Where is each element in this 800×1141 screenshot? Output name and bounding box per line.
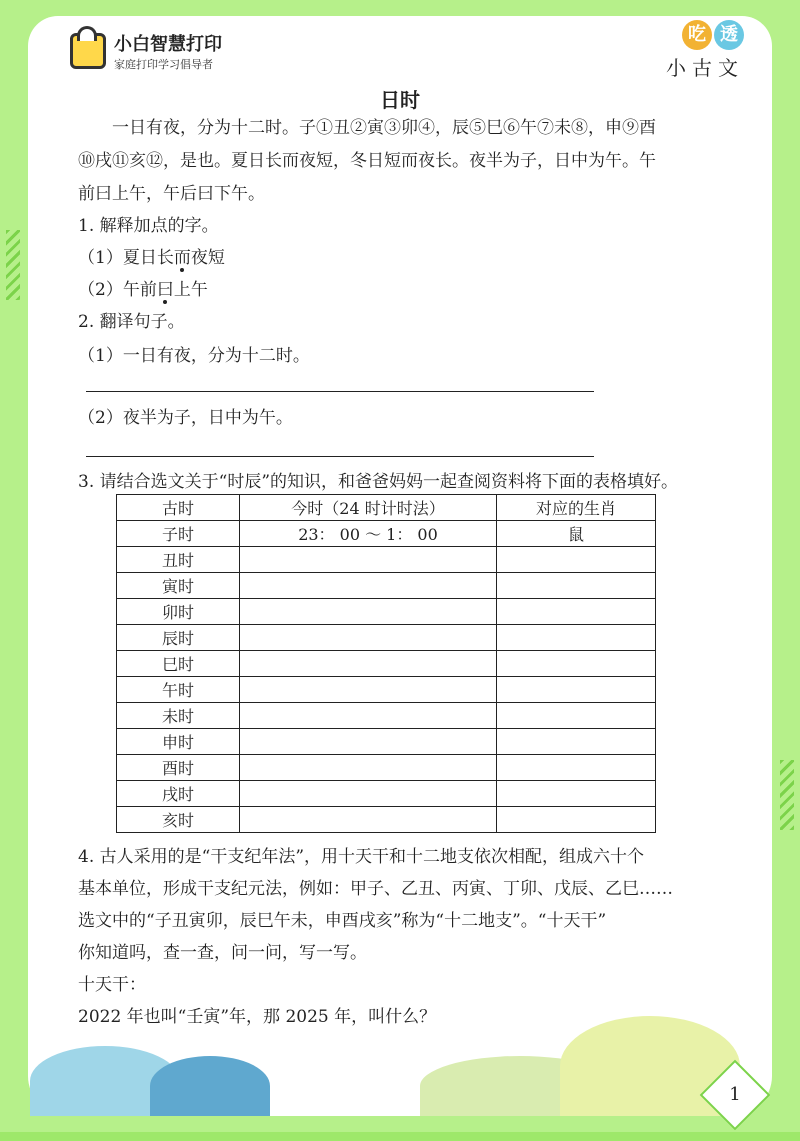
table-cell-zodiac[interactable]: [497, 599, 656, 625]
table-cell-time[interactable]: [240, 547, 497, 573]
table-cell-shichen: 未时: [117, 703, 240, 729]
table-cell-time[interactable]: [240, 755, 497, 781]
table-cell-time[interactable]: 23： 00 ～ 1： 00: [240, 521, 497, 547]
answer-line-1[interactable]: [86, 391, 594, 392]
brand-char-1: 吃: [682, 20, 712, 50]
table-row: [117, 807, 656, 833]
dotted-char: 曰: [156, 280, 174, 300]
brand-char-2: 透: [714, 20, 744, 50]
table-row: [117, 547, 656, 573]
passage-line-3: 前曰上午，午后曰下午。: [78, 184, 265, 204]
right-stripes-decor: [780, 760, 794, 830]
table-row: [117, 521, 656, 547]
table-cell-shichen: 午时: [117, 677, 240, 703]
question-4-line-1: 4. 古人采用的是“干支纪年法”，用十天干和十二地支依次相配，组成六十个: [78, 847, 645, 867]
table-cell-time[interactable]: [240, 573, 497, 599]
table-row: [117, 781, 656, 807]
table-cell-shichen: 亥时: [117, 807, 240, 833]
table-cell-time[interactable]: [240, 781, 497, 807]
dotted-char: 而: [173, 248, 191, 268]
question-4-line-4: 你知道吗，查一查，问一问，写一写。: [78, 943, 367, 963]
question-1-label: 1. 解释加点的字。: [78, 216, 219, 236]
question-1-item-2: （2）午前曰上午: [78, 280, 208, 300]
table-cell-shichen: 巳时: [117, 651, 240, 677]
table-cell-shichen: 辰时: [117, 625, 240, 651]
table-header-cell: 今时（24 时计时法）: [240, 495, 497, 521]
left-stripes-decor: [6, 230, 20, 300]
table-cell-time[interactable]: [240, 729, 497, 755]
passage-line-2: ⑩戌⑪亥⑫，是也。夏日长而夜短，冬日短而夜长。夜半为子，日中为午。午: [78, 151, 656, 171]
table-cell-zodiac[interactable]: [497, 781, 656, 807]
table-cell-zodiac[interactable]: 鼠: [497, 521, 656, 547]
question-1-item-1: （1）夏日长而夜短: [78, 248, 225, 268]
table-cell-shichen: 戌时: [117, 781, 240, 807]
table-cell-shichen: 子时: [117, 521, 240, 547]
table-cell-shichen: 卯时: [117, 599, 240, 625]
table-cell-shichen: 寅时: [117, 573, 240, 599]
question-2-item-2: （2）夜半为子，日中为午。: [78, 408, 293, 428]
table-cell-shichen: 申时: [117, 729, 240, 755]
table-cell-zodiac[interactable]: [497, 703, 656, 729]
question-4-line-2: 基本单位，形成干支纪元法，例如：甲子、乙丑、丙寅、丁卯、戊辰、乙巳……: [78, 879, 673, 899]
table-cell-zodiac[interactable]: [497, 729, 656, 755]
table-row: [117, 729, 656, 755]
table-cell-time[interactable]: [240, 625, 497, 651]
table-row: [117, 677, 656, 703]
table-header-row: [117, 495, 656, 521]
table-cell-zodiac[interactable]: [497, 755, 656, 781]
table-cell-time[interactable]: [240, 807, 497, 833]
logo-title: 小白智慧打印: [114, 34, 222, 55]
table-cell-time[interactable]: [240, 703, 497, 729]
table-row: [117, 625, 656, 651]
passage-line-1: 一日有夜，分为十二时。子①丑②寅③卯④，辰⑤巳⑥午⑦未⑧，申⑨酉: [112, 118, 656, 138]
table-cell-time[interactable]: [240, 651, 497, 677]
page-number: 1: [729, 1084, 741, 1105]
table-cell-zodiac[interactable]: [497, 625, 656, 651]
table-row: [117, 703, 656, 729]
table-cell-zodiac[interactable]: [497, 573, 656, 599]
table-header-cell: 对应的生肖: [497, 495, 656, 521]
question-2-item-1: （1）一日有夜，分为十二时。: [78, 346, 310, 366]
question-4-line-3: 选文中的“子丑寅卯，辰巳午未，申酉戌亥”称为“十二地支”。“十天干”: [78, 911, 607, 931]
brand-subtitle: 小古文: [666, 56, 744, 80]
table-cell-shichen: 丑时: [117, 547, 240, 573]
table-cell-time[interactable]: [240, 599, 497, 625]
question-4-line-6: 2022 年也叫“壬寅”年，那 2025 年，叫什么？: [78, 1007, 437, 1027]
brand-logo: [70, 30, 222, 72]
table-row: [117, 651, 656, 677]
table-row: [117, 599, 656, 625]
shichen-table: [116, 494, 656, 833]
series-brand: [666, 20, 744, 81]
page-title: 日时: [380, 88, 420, 112]
table-cell-shichen: 酉时: [117, 755, 240, 781]
logo-subtitle: 家庭打印学习倡导者: [114, 58, 213, 71]
table-cell-time[interactable]: [240, 677, 497, 703]
question-2-label: 2. 翻译句子。: [78, 312, 185, 332]
table-cell-zodiac[interactable]: [497, 677, 656, 703]
question-3-label: 3. 请结合选文关于“时辰”的知识，和爸爸妈妈一起查阅资料将下面的表格填好。: [78, 472, 679, 492]
table-row: [117, 573, 656, 599]
table-cell-zodiac[interactable]: [497, 651, 656, 677]
table-cell-zodiac[interactable]: [497, 547, 656, 573]
printer-icon: [70, 33, 106, 69]
table-cell-zodiac[interactable]: [497, 807, 656, 833]
answer-line-2[interactable]: [86, 456, 594, 457]
question-4-line-5: 十天干：: [78, 975, 146, 995]
table-row: [117, 755, 656, 781]
table-header-cell: 古时: [117, 495, 240, 521]
